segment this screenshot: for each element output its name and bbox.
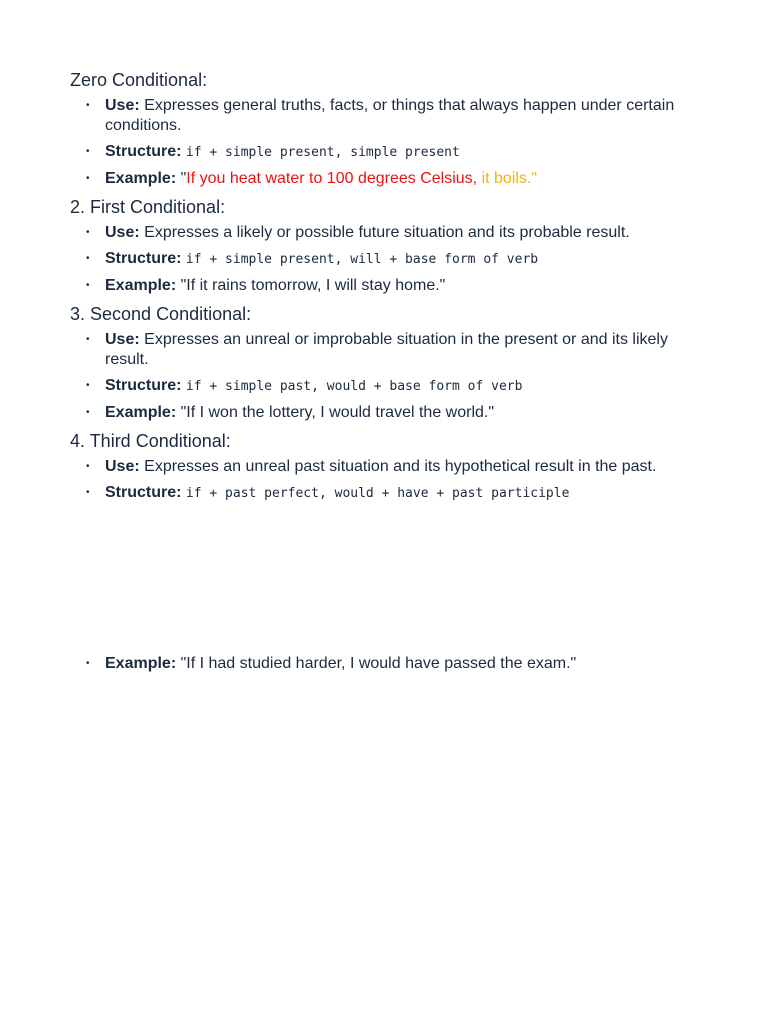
section-first-conditional bbox=[70, 195, 710, 296]
bullet-icon: • bbox=[86, 461, 90, 472]
section-third-conditional bbox=[70, 429, 710, 674]
bullet-icon: • bbox=[86, 227, 90, 238]
bullet-list bbox=[70, 96, 710, 189]
bullet-icon: • bbox=[86, 407, 90, 418]
structure-label: Structure: bbox=[105, 250, 182, 267]
use-label: Use: bbox=[105, 458, 140, 475]
bullet-icon: • bbox=[86, 658, 90, 669]
bullet-icon: • bbox=[86, 146, 90, 157]
example-label: Example: bbox=[105, 404, 177, 421]
structure-formula: if + simple present, simple present bbox=[185, 145, 460, 160]
bullet-list bbox=[70, 330, 710, 423]
example-text-red: If you heat water to 100 degrees Celsius, bbox=[186, 170, 478, 187]
structure-label: Structure: bbox=[105, 143, 182, 160]
structure-formula: if + simple past, would + base form of verb bbox=[185, 379, 523, 394]
use-label: Use: bbox=[105, 224, 140, 241]
section-heading: 2. First Conditional: bbox=[70, 197, 226, 217]
example-label: Example: bbox=[105, 655, 177, 672]
list-item-use bbox=[86, 330, 710, 370]
bullet-icon: • bbox=[86, 380, 90, 391]
list-item-structure bbox=[86, 142, 710, 163]
section-second-conditional bbox=[70, 302, 710, 423]
list-item-structure bbox=[86, 376, 710, 397]
section-heading: 4. Third Conditional: bbox=[70, 431, 231, 451]
example-quote-open: " bbox=[180, 170, 187, 187]
list-item-example bbox=[86, 169, 710, 189]
list-item-use bbox=[86, 223, 710, 243]
blank-space bbox=[70, 510, 710, 650]
list-item-use bbox=[86, 457, 710, 477]
bullet-list bbox=[70, 457, 710, 504]
example-text: "If I won the lottery, I would travel the world." bbox=[180, 404, 495, 421]
list-item-example bbox=[86, 403, 710, 423]
use-text: Expresses general truths, facts, or things that always happen under certain conditions. bbox=[105, 97, 675, 134]
bullet-icon: • bbox=[86, 173, 90, 184]
structure-formula: if + past perfect, would + have + past participle bbox=[185, 486, 570, 501]
list-item-example bbox=[86, 654, 710, 674]
section-heading: 3. Second Conditional: bbox=[70, 304, 252, 324]
list-item-example bbox=[86, 276, 710, 296]
section-heading: Zero Conditional: bbox=[70, 70, 208, 90]
example-text: "If I had studied harder, I would have passed the exam." bbox=[180, 655, 577, 672]
use-text: Expresses an unreal past situation and its hypothetical result in the past. bbox=[144, 458, 657, 475]
example-label: Example: bbox=[105, 170, 177, 187]
section-zero-conditional bbox=[70, 68, 710, 189]
list-item-structure bbox=[86, 483, 710, 504]
list-item-structure bbox=[86, 249, 710, 270]
bullet-list bbox=[70, 654, 710, 674]
bullet-icon: • bbox=[86, 487, 90, 498]
list-item-use bbox=[86, 96, 710, 136]
bullet-list bbox=[70, 223, 710, 296]
use-label: Use: bbox=[105, 331, 140, 348]
bullet-icon: • bbox=[86, 253, 90, 264]
bullet-icon: • bbox=[86, 334, 90, 345]
example-text-yellow: it boils." bbox=[477, 170, 538, 187]
structure-label: Structure: bbox=[105, 484, 182, 501]
use-text: Expresses a likely or possible future situation and its probable result. bbox=[144, 224, 630, 241]
bullet-icon: • bbox=[86, 100, 90, 111]
use-text: Expresses an unreal or improbable situation in the present or and its likely result. bbox=[105, 331, 668, 368]
bullet-icon: • bbox=[86, 280, 90, 291]
structure-formula: if + simple present, will + base form of verb bbox=[185, 252, 539, 267]
example-text: "If it rains tomorrow, I will stay home." bbox=[180, 277, 446, 294]
use-label: Use: bbox=[105, 97, 140, 114]
example-label: Example: bbox=[105, 277, 177, 294]
structure-label: Structure: bbox=[105, 377, 182, 394]
document-body bbox=[70, 68, 710, 680]
